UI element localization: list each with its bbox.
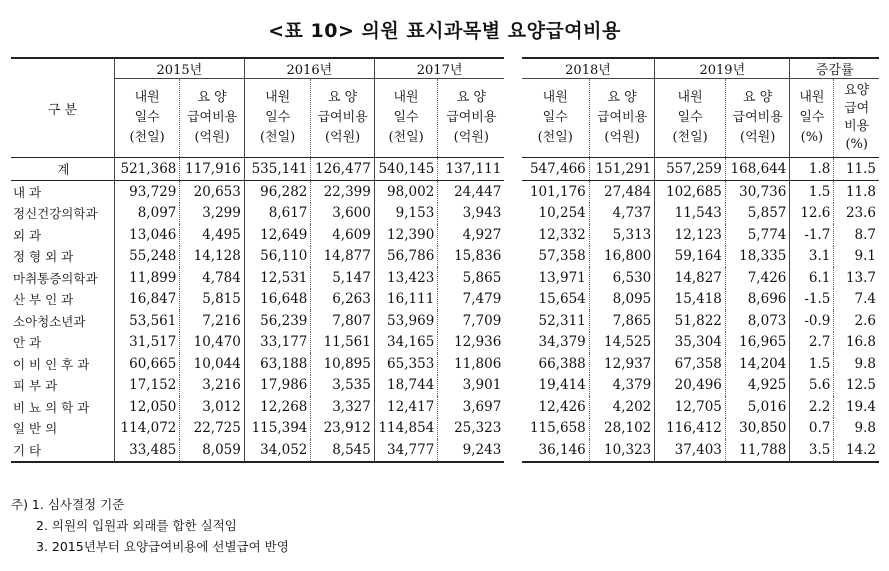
header-change-rate: 증감률 xyxy=(790,58,879,79)
table-cell: 10,895 xyxy=(311,353,374,375)
column-gap xyxy=(504,246,521,268)
header-benefit-cost: 요 양 급여비용 (억원) xyxy=(589,79,655,158)
table-cell: 10,044 xyxy=(180,353,244,375)
row-label: 정신건강의학과 xyxy=(13,206,98,222)
table-cell: 30,736 xyxy=(725,181,789,203)
table-cell: 115,394 xyxy=(244,418,311,440)
table-cell: 6,530 xyxy=(589,267,655,289)
table-cell: 8,696 xyxy=(725,289,789,311)
header-year: 2016년 xyxy=(244,58,374,79)
table-cell: 6,263 xyxy=(311,289,374,311)
row-label: 소아청소년과 xyxy=(13,313,86,329)
table-cell: 0.7 xyxy=(790,418,834,440)
table-cell: 6.1 xyxy=(790,267,834,289)
table-cell: 7,709 xyxy=(438,310,505,332)
table-cell: 23.6 xyxy=(834,203,879,225)
table-cell: 3,216 xyxy=(180,375,244,397)
header-benefit-cost-pct: 요양 급여 비용 (%) xyxy=(834,79,879,158)
table-cell: 151,291 xyxy=(589,158,655,181)
table-cell: 98,002 xyxy=(374,181,437,203)
column-gap xyxy=(504,181,521,203)
table-cell: 56,239 xyxy=(244,310,311,332)
table-cell: 5.6 xyxy=(790,375,834,397)
table-cell: 65,353 xyxy=(374,353,437,375)
table-cell: 34,052 xyxy=(244,439,311,462)
table-cell: 168,644 xyxy=(725,158,789,181)
table-cell: 12,936 xyxy=(438,332,505,354)
table-cell: 14,128 xyxy=(180,246,244,268)
table-row xyxy=(11,353,879,375)
cost-table xyxy=(11,57,879,463)
table-cell: 66,388 xyxy=(538,355,586,372)
table-cell: 52,311 xyxy=(538,312,586,329)
table-cell: 13.7 xyxy=(834,267,879,289)
table-row xyxy=(11,224,879,246)
header-benefit-cost: 요 양 급여비용 (억원) xyxy=(180,79,244,158)
table-cell: 4,784 xyxy=(180,267,244,289)
table-cell: 5,857 xyxy=(725,203,789,225)
column-gap xyxy=(504,396,521,418)
table-cell: 8,097 xyxy=(114,203,180,225)
table-cell: 51,822 xyxy=(655,310,726,332)
table-cell: 13,046 xyxy=(114,224,180,246)
table-cell: 19.4 xyxy=(834,396,879,418)
table-cell: 9.8 xyxy=(834,353,879,375)
table-cell: 93,729 xyxy=(114,181,180,203)
header-benefit-cost: 요 양 급여비용 (억원) xyxy=(725,79,789,158)
table-cell: 22,399 xyxy=(311,181,374,203)
table-cell: 3,012 xyxy=(180,396,244,418)
table-cell: 13,423 xyxy=(374,267,437,289)
table-cell: 117,916 xyxy=(180,158,244,181)
column-gap xyxy=(504,267,521,289)
table-cell: 14,525 xyxy=(589,332,655,354)
row-label: 이 비 인 후 과 xyxy=(13,356,90,372)
table-cell: 12,937 xyxy=(589,353,655,375)
table-cell: 5,815 xyxy=(180,289,244,311)
table-cell: 16,800 xyxy=(589,246,655,268)
table-cell: 18,335 xyxy=(725,246,789,268)
table-cell: 20,653 xyxy=(180,181,244,203)
table-cell: 12,417 xyxy=(374,396,437,418)
table-cell: 12,426 xyxy=(538,398,586,415)
footnote-3: 3. 2015년부터 요양급여비용에 선별급여 반영 xyxy=(36,539,289,554)
table-row xyxy=(11,158,879,181)
table-cell: 30,850 xyxy=(725,418,789,440)
table-cell: 8,095 xyxy=(589,289,655,311)
header-visit-days: 내원 일수 (천일) xyxy=(522,79,590,158)
table-cell: 7,216 xyxy=(180,310,244,332)
table-cell: 3.1 xyxy=(790,246,834,268)
table-cell: 11,788 xyxy=(725,439,789,462)
table-cell: 2.2 xyxy=(790,396,834,418)
table-cell: 14.2 xyxy=(834,439,879,462)
header-visit-days: 내원 일수 (천일) xyxy=(374,79,437,158)
table-cell: 56,110 xyxy=(244,246,311,268)
table-cell: 547,466 xyxy=(522,158,590,181)
table-cell: 33,485 xyxy=(114,439,180,462)
header-benefit-cost: 요 양 급여비용 (억원) xyxy=(311,79,374,158)
table-cell: 126,477 xyxy=(311,158,374,181)
row-label: 마취통증의학과 xyxy=(13,270,98,286)
table-cell: 19,414 xyxy=(538,377,586,394)
header-visit-days: 내원 일수 (천일) xyxy=(244,79,311,158)
table-cell: 14,827 xyxy=(655,267,726,289)
table-row xyxy=(11,246,879,268)
table-cell: 4,495 xyxy=(180,224,244,246)
table-cell: 4,737 xyxy=(589,203,655,225)
table-cell: 18,744 xyxy=(374,375,437,397)
table-row xyxy=(11,396,879,418)
table-cell: 7,479 xyxy=(438,289,505,311)
table-cell: 137,111 xyxy=(438,158,505,181)
table-cell: 3,327 xyxy=(311,396,374,418)
table-cell: 5,313 xyxy=(589,224,655,246)
header-category: 구 분 xyxy=(11,58,114,158)
table-cell: 15,654 xyxy=(538,291,586,308)
footnotes xyxy=(11,494,289,557)
table-cell: 5,865 xyxy=(438,267,505,289)
header-year: 2017년 xyxy=(374,58,504,79)
column-gap xyxy=(504,439,521,462)
row-label: 외 과 xyxy=(13,227,42,243)
table-cell: 8,617 xyxy=(244,203,311,225)
row-label: 안 과 xyxy=(13,335,42,351)
table-cell: 1.8 xyxy=(790,158,834,181)
table-cell: 12,649 xyxy=(244,224,311,246)
row-label: 피 부 과 xyxy=(13,378,58,394)
table-cell: 59,164 xyxy=(655,246,726,268)
table-cell: 15,836 xyxy=(438,246,505,268)
table-cell: 11.5 xyxy=(834,158,879,181)
table-cell: 67,358 xyxy=(655,353,726,375)
table-cell: 8,059 xyxy=(180,439,244,462)
row-label: 산 부 인 과 xyxy=(13,292,74,308)
column-gap xyxy=(504,353,521,375)
table-row xyxy=(11,332,879,354)
table-row xyxy=(11,375,879,397)
table-cell: 17,152 xyxy=(114,375,180,397)
row-label: 기 타 xyxy=(11,439,114,462)
table-cell: 5,774 xyxy=(725,224,789,246)
table-cell: 53,561 xyxy=(114,310,180,332)
table-cell: 9,243 xyxy=(438,439,505,462)
table-cell: 36,146 xyxy=(522,439,590,462)
table-cell: 7,426 xyxy=(725,267,789,289)
table-cell: 557,259 xyxy=(655,158,726,181)
table-row xyxy=(11,289,879,311)
header-year: 2019년 xyxy=(655,58,790,79)
table-cell: 16,965 xyxy=(725,332,789,354)
table-cell: 57,358 xyxy=(538,248,586,265)
table-cell: 8.7 xyxy=(834,224,879,246)
table-cell: 4,927 xyxy=(438,224,505,246)
table-row xyxy=(11,439,879,462)
table-cell: 24,447 xyxy=(438,181,505,203)
column-gap xyxy=(504,158,521,181)
table-cell: 3,299 xyxy=(180,203,244,225)
table-cell: 535,141 xyxy=(244,158,311,181)
table-cell: 4,202 xyxy=(589,396,655,418)
table-cell: 12.5 xyxy=(834,375,879,397)
row-label: 정 형 외 과 xyxy=(13,249,74,265)
table-cell: 3,943 xyxy=(438,203,505,225)
table-cell: 3,600 xyxy=(311,203,374,225)
table-cell: 12,050 xyxy=(114,396,180,418)
table-cell: 96,282 xyxy=(244,181,311,203)
table-cell: 9.1 xyxy=(834,246,879,268)
table-cell: 14,877 xyxy=(311,246,374,268)
table-cell: 3.5 xyxy=(790,439,834,462)
table-cell: 11,543 xyxy=(655,203,726,225)
table-cell: 3,901 xyxy=(438,375,505,397)
table-cell: 16,648 xyxy=(244,289,311,311)
table-cell: 37,403 xyxy=(655,439,726,462)
table-cell: 114,072 xyxy=(114,418,180,440)
table-cell: 23,912 xyxy=(311,418,374,440)
table-cell: 34,379 xyxy=(538,334,586,351)
table-cell: 12,332 xyxy=(538,226,586,243)
table-cell: 4,609 xyxy=(311,224,374,246)
table-cell: 63,188 xyxy=(244,353,311,375)
row-label: 계 xyxy=(11,158,114,181)
table-cell: 2.6 xyxy=(834,310,879,332)
table-cell: 540,145 xyxy=(374,158,437,181)
table-cell: 16,111 xyxy=(374,289,437,311)
table-cell: 12,390 xyxy=(374,224,437,246)
table-cell: 5,016 xyxy=(725,396,789,418)
table-cell: 1.5 xyxy=(790,353,834,375)
row-label: 내 과 xyxy=(13,184,42,200)
table-cell: -0.9 xyxy=(790,310,834,332)
table-cell: 34,777 xyxy=(374,439,437,462)
header-year: 2018년 xyxy=(522,58,655,79)
table-cell: 9.8 xyxy=(834,418,879,440)
column-gap xyxy=(504,418,521,440)
table-cell: -1.7 xyxy=(790,224,834,246)
table-cell: 25,323 xyxy=(438,418,505,440)
table-cell: 35,304 xyxy=(655,332,726,354)
table-cell: 101,176 xyxy=(529,183,586,200)
table-cell: 15,418 xyxy=(655,289,726,311)
table-cell: 12,268 xyxy=(244,396,311,418)
table-row xyxy=(11,181,879,203)
table-cell: 20,496 xyxy=(655,375,726,397)
table-cell: 4,925 xyxy=(725,375,789,397)
table-cell: 11,806 xyxy=(438,353,505,375)
table-cell: 31,517 xyxy=(114,332,180,354)
table-cell: 14,204 xyxy=(725,353,789,375)
footnote-2: 2. 의원의 입원과 외래를 합한 실적임 xyxy=(36,518,237,533)
table-cell: 4,379 xyxy=(589,375,655,397)
table-cell: 13,971 xyxy=(538,269,586,286)
table-cell: 116,412 xyxy=(655,418,726,440)
table-cell: 8,545 xyxy=(311,439,374,462)
table-title: <표 10> 의원 표시과목별 요양급여비용 xyxy=(268,20,621,42)
column-gap xyxy=(504,203,521,225)
table-cell: 11,561 xyxy=(311,332,374,354)
table-cell: 11,899 xyxy=(114,267,180,289)
table-cell: 521,368 xyxy=(114,158,180,181)
row-label: 일 반 의 xyxy=(13,421,58,437)
table-cell: 16.8 xyxy=(834,332,879,354)
table-cell: -1.5 xyxy=(790,289,834,311)
header-benefit-cost: 요 양 급여비용 (억원) xyxy=(438,79,505,158)
footnote-1: 주) 1. 심사결정 기준 xyxy=(11,497,125,512)
column-gap xyxy=(504,289,521,311)
table-cell: 27,484 xyxy=(589,181,655,203)
table-row xyxy=(11,310,879,332)
table-cell: 114,854 xyxy=(374,418,437,440)
table-cell: 7.4 xyxy=(834,289,879,311)
table-cell: 60,665 xyxy=(114,353,180,375)
table-cell: 10,470 xyxy=(180,332,244,354)
row-label: 비 뇨 의 학 과 xyxy=(13,399,90,415)
header-visit-days-pct: 내원 일수 (%) xyxy=(790,79,834,158)
table-cell: 53,969 xyxy=(374,310,437,332)
column-gap xyxy=(504,375,521,397)
table-cell: 115,658 xyxy=(529,420,586,437)
table-cell: 8,073 xyxy=(725,310,789,332)
table-cell: 22,725 xyxy=(180,418,244,440)
table-cell: 55,248 xyxy=(114,246,180,268)
table-cell: 56,786 xyxy=(374,246,437,268)
table-row xyxy=(11,203,879,225)
table-cell: 16,847 xyxy=(114,289,180,311)
table-cell: 3,697 xyxy=(438,396,505,418)
table-cell: 12,705 xyxy=(655,396,726,418)
table-cell: 3,535 xyxy=(311,375,374,397)
table-cell: 12,531 xyxy=(244,267,311,289)
header-visit-days: 내원 일수 (천일) xyxy=(114,79,180,158)
table-cell: 10,323 xyxy=(589,439,655,462)
table-cell: 7,865 xyxy=(589,310,655,332)
table-cell: 11.8 xyxy=(834,181,879,203)
table-cell: 34,165 xyxy=(374,332,437,354)
table-cell: 7,807 xyxy=(311,310,374,332)
header-year: 2015년 xyxy=(114,58,244,79)
column-gap xyxy=(504,332,521,354)
header-visit-days: 내원 일수 (천일) xyxy=(655,79,726,158)
table-cell: 10,254 xyxy=(538,205,586,222)
table-row xyxy=(11,267,879,289)
column-gap xyxy=(504,224,521,246)
table-cell: 5,147 xyxy=(311,267,374,289)
table-cell: 9,153 xyxy=(374,203,437,225)
table-cell: 33,177 xyxy=(244,332,311,354)
column-gap xyxy=(504,310,521,332)
table-cell: 28,102 xyxy=(589,418,655,440)
table-cell: 12.6 xyxy=(790,203,834,225)
column-gap xyxy=(504,58,521,158)
table-cell: 12,123 xyxy=(655,224,726,246)
table-row xyxy=(11,418,879,440)
table-cell: 1.5 xyxy=(790,181,834,203)
table-cell: 2.7 xyxy=(790,332,834,354)
table-cell: 102,685 xyxy=(655,181,726,203)
table-cell: 17,986 xyxy=(244,375,311,397)
